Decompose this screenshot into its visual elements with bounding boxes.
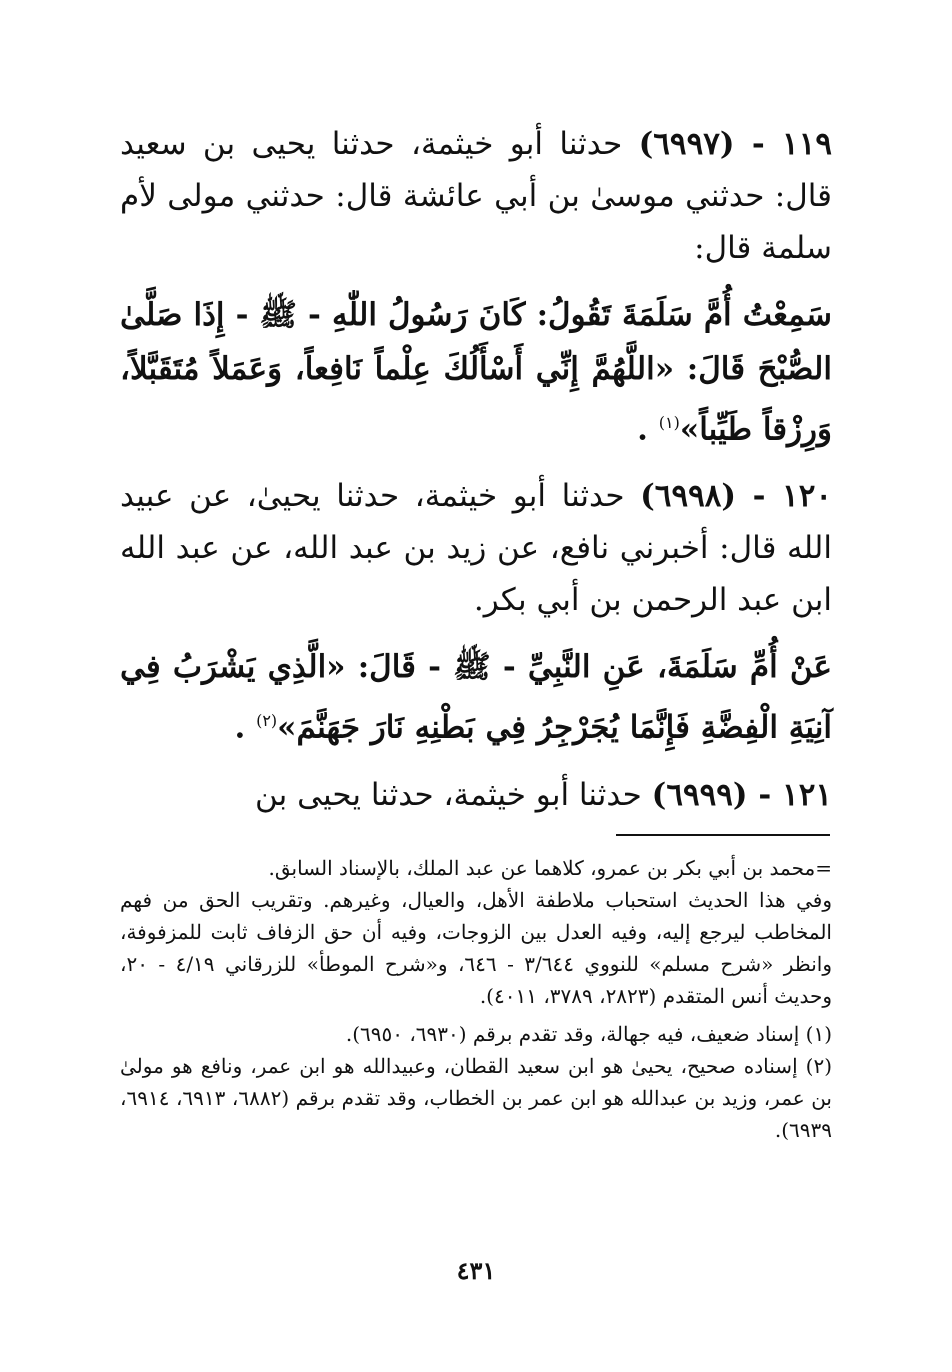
footnote-1: (١) إسناد ضعيف، فيه جهالة، وقد تقدم برقم (٦٩٣٠، ٦٩٥٠).: [345, 1022, 832, 1046]
footnote-continuation-commentary: وفي هذا الحديث استحباب ملاطفة الأهل، والعيال، وغيرهم. وتقريب الحق من فهم المخاطب ليرجع إليه، وفيه العدل بين الزوجات، وفيه أن حق الزفاف ثابت للمزفوفة، وانظر «شرح مسلم» للنووي ٣/٦٤٤ - ٦٤٦، و«شرح الموطأ» للزرقاني ٤/١٩ - ٢٠، وحديث أنس المتقدم (٢٨٢٣، ٣٧٨٩، ٤٠١١).: [120, 888, 832, 1008]
hadith-number: ١٢١ - (٦٩٩٩): [651, 776, 832, 813]
footnote-ref-2[interactable]: (٢): [256, 711, 278, 731]
sanad-text: حدثنا أبو خيثمة، حدثنا يحيىٰ، عن عبيد الله قال: أخبرني نافع، عن زيد بن عبد الله، عن عبد الله ابن عبد الرحمن بن أبي بكر.: [120, 478, 832, 619]
footnote-2: (٢) إسناده صحيح، يحيىٰ هو ابن سعيد القطان، وعبيدالله هو ابن عمر، ونافع هو مولىٰ بن عمر، وزيد بن عبدالله هو ابن عمر بن الخطاب، وقد تقدم برقم (٦٨٨٢، ٦٩١٣، ٦٩١٤، ٦٩٣٩).: [120, 1054, 833, 1142]
sanad-text: حدثنا أبو خيثمة، حدثنا يحيى بن: [255, 776, 652, 813]
matn-end: .: [234, 709, 257, 746]
matn-end: .: [637, 411, 659, 448]
sanad-text: حدثنا أبو خيثمة، حدثنا يحيى بن سعيد قال: حدثني موسىٰ بن أبي عائشة قال: حدثني مولى لأم سلمة قال:: [120, 126, 832, 266]
matn-text: عَنْ أُمِّ سَلَمَةَ، عَنِ النَّبِيِّ - ﷺ - قَالَ: «الَّذِي يَشْرَبُ فِي آنِيَةِ الْفِضَّةِ فَإِنَّمَا يُجَرْجِرُ فِي بَطْنِهِ نَارَ جَهَنَّمَ»: [120, 649, 832, 746]
matn-text: سَمِعْتُ أُمَّ سَلَمَةَ تَقُولُ: كَانَ رَسُولُ اللّٰهِ - ﷺ - إِذَا صَلَّىٰ الصُّبْحَ قَالَ: «اللَّهُمَّ إِنِّي أَسْأَلُكَ عِلْماً نَافِعاً، وَعَمَلاً مُتَقَبَّلاً، وَرِزْقاً طَيِّباً»: [120, 297, 832, 448]
hadith-119-matn: [120, 288, 832, 456]
hadith-119-sanad: [120, 118, 832, 274]
footnotes: [120, 852, 832, 1146]
footnote-separator: [616, 834, 830, 836]
hadith-120-matn: [120, 640, 832, 754]
hadith-120-sanad: [120, 470, 832, 626]
main-text: [120, 118, 832, 835]
footnote-continuation: =محمد بن أبي بكر بن عمرو، كلاهما عن عبد الملك، بالإسناد السابق.: [268, 856, 832, 880]
hadith-number: ١١٩ - (٦٩٩٧): [638, 126, 832, 162]
page-number: ٤٣١: [456, 1256, 496, 1285]
footnote-ref-1[interactable]: (١): [658, 413, 680, 432]
hadith-121-sanad: [120, 769, 832, 821]
hadith-number: ١٢٠ - (٦٩٩٨): [640, 478, 832, 515]
